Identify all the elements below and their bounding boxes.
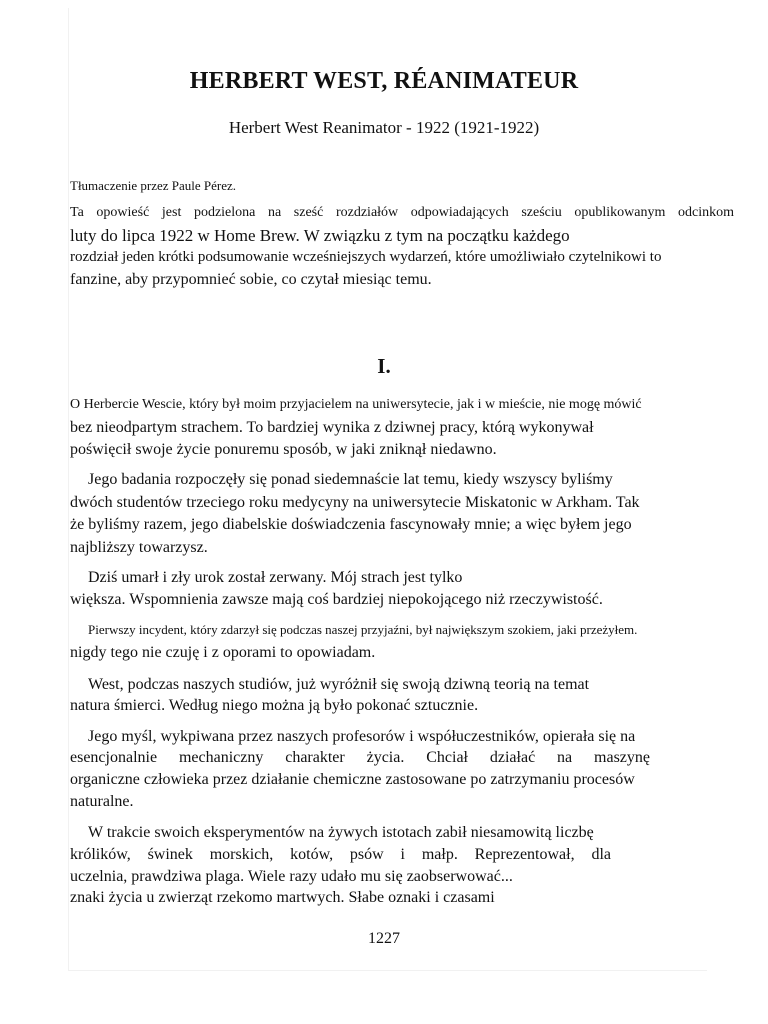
chapter-heading: I. [377,354,391,378]
body-line: Jego myśl, wykpiwana przez naszych profesorów i współuczestników, opierała się na [88,728,636,745]
body-line: organiczne człowieka przez działanie chemiczne zastosowane po zatrzymaniu procesów [70,771,635,788]
body-line: West, podczas naszych studiów, już wyróżnił się swoją dziwną teorią na temat [88,676,590,693]
body-line: że byliśmy razem, jego diabelskie doświadczenia fascynowały mnie; a więc byłem jego [70,516,632,533]
intro-line: Ta opowieść jest podzielona na sześć rozdziałów odpowiadających sześciu opublikowanym odcinkom [70,205,734,220]
body-line: esencjonalnie mechaniczny charakter życia. Chciał działać na maszynę [70,749,650,766]
intro-line: fanzine, aby przypomnieć sobie, co czytał miesiąc temu. [70,271,432,288]
body-line: O Herbercie Wescie, który był moim przyjacielem na uniwersytecie, jak i w mieście, nie mogę mówić [70,397,642,412]
body-line: nigdy tego nie czuję i z oporami to opowiadam. [70,644,376,661]
body-line: W trakcie swoich eksperymentów na żywych istotach zabił niesamowitą liczbę [88,824,594,841]
body-line: uczelnia, prawdziwa plaga. Wiele razy udało mu się zaobserwować... [70,868,513,885]
page-number: 1227 [368,930,400,947]
body-line: Pierwszy incydent, który zdarzył się podczas naszej przyjaźni, był największym szokiem, jaki przeżyłem. [88,622,638,637]
body-line: królików, świnek morskich, kotów, psów i małp. Reprezentował, dla [70,846,611,863]
intro-line: rozdział jeden krótki podsumowanie wcześniejszych wydarzeń, które umożliwiało czytelnikowi to [70,249,662,265]
document-subtitle: Herbert West Reanimator - 1922 (1921-1922) [228,118,540,137]
document-title: HERBERT WEST, RÉANIMATEUR [189,68,579,94]
body-line: najbliższy towarzysz. [70,539,208,556]
body-line: bez nieodpartym strachem. To bardziej wynika z dziwnej pracy, którą wykonywał [70,419,594,436]
body-line: większa. Wspomnienia zawsze mają coś bardziej niepokojącego niż rzeczywistość. [70,591,603,608]
body-line: dwóch studentów trzeciego roku medycyny na uniwersytecie Miskatonic w Arkham. Tak [70,494,640,511]
body-line: znaki życia u zwierząt rzekomo martwych. Słabe oznaki i czasami [70,889,495,906]
body-line: natura śmierci. Według niego można ją było pokonać sztucznie. [70,697,479,714]
body-line: poświęcił swoje życie ponuremu sposób, w jaki zniknął niedawno. [70,441,497,458]
body-line: naturalne. [70,793,134,810]
body-line: Jego badania rozpoczęły się ponad siedemnaście lat temu, kiedy wszyscy byliśmy [88,471,613,488]
intro-line: luty do lipca 1922 w Home Brew. W związku z tym na początku każdego [70,226,570,245]
body-line: Dziś umarł i zły urok został zerwany. Mój strach jest tylko [88,569,463,586]
translator-credit: Tłumaczenie przez Paule Pérez. [70,178,237,193]
